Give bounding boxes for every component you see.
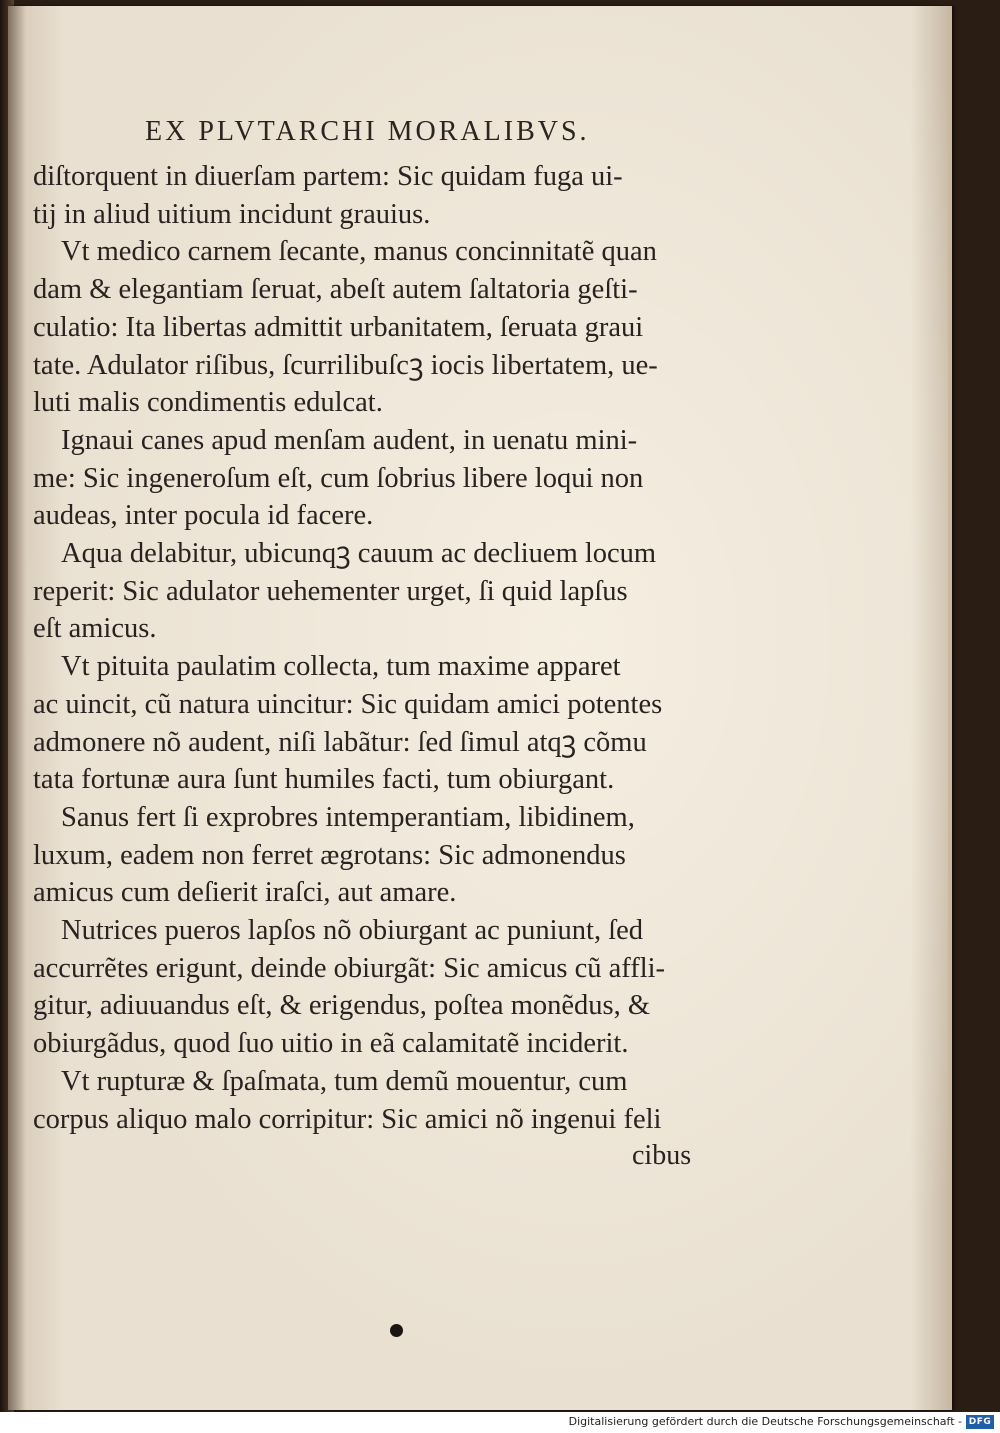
funding-notice: Digitalisierung gefördert durch die Deutsche Forschungsgemeinschaft - (568, 1415, 962, 1428)
spine-shadow (8, 6, 26, 1410)
text-line: Aqua delabitur, ubicunqꝫ cauum ac decliuem locum (61, 538, 657, 570)
dfg-logo-icon[interactable]: DFG (966, 1415, 994, 1429)
text-line: luxum, eadem non ferret ægrotans: Sic admonendus (33, 839, 626, 871)
text-line: corpus aliquo malo corripitur: Sic amici nõ ingenui feli (33, 1103, 662, 1135)
text-line: luti malis condimentis edulcat. (33, 387, 383, 419)
text-line: admonere nõ audent, niſi labãtur: ſed ſimul atqꝫ cõmu (33, 726, 647, 758)
text-line: tate. Adulator riſibus, ſcurrilibuſcꝫ iocis libertatem, ue- (33, 349, 658, 381)
footer-bar (0, 1412, 1000, 1433)
text-line: Nutrices pueros lapſos nõ obiurgant ac puniunt, ſed (61, 915, 644, 947)
text-line: me: Sic ingeneroſum eſt, cum ſobrius libere loqui non (33, 462, 644, 494)
text-line: Vt pituita paulatim collecta, tum maxime apparet (61, 651, 621, 683)
text-line: culatio: Ita libertas admittit urbanitatem, ſeruata graui (33, 311, 644, 343)
text-line: diſtorquent in diuerſam partem: Sic quidam fuga ui- (33, 161, 623, 192)
running-head: EX PLVTARCHI MORALIBVS. (145, 116, 590, 147)
text-line: amicus cum deſierit iraſci, aut amare. (33, 877, 457, 909)
text-line: audeas, inter pocula id facere. (33, 500, 374, 532)
text-line: tata fortunæ aura ſunt humiles facti, tum obiurgant. (33, 764, 615, 796)
text-line: reperit: Sic adulator uehementer urget, ſi quid lapſus (33, 575, 628, 607)
text-line: eſt amicus. (33, 613, 157, 645)
text-line: Ignaui canes apud menſam audent, in uenatu mini- (61, 424, 638, 456)
text-line: tij in aliud uitium incidunt grauius. (33, 198, 431, 230)
text-line: Vt medico carnem ſecante, manus concinnitatẽ quan (61, 236, 657, 268)
text-line: obiurgãdus, quod ſuo uitio in eã calamitatẽ inciderit. (33, 1028, 629, 1060)
catchword: cibus (632, 1140, 692, 1171)
text-line: accurrẽtes erigunt, deinde obiurgãt: Sic amicus cũ affli- (33, 952, 666, 984)
text-line: ac uincit, cũ natura uincitur: Sic quidam amici potentes (33, 688, 663, 720)
text-line: Sanus fert ſi exprobres intemperantiam, libidinem, (61, 801, 635, 833)
signature-mark (390, 1324, 403, 1337)
text-line: Vt rupturæ & ſpaſmata, tum demũ mouentur, cum (61, 1065, 628, 1097)
text-line: dam & elegantiam ſeruat, abeſt autem ſaltatoria geſti- (33, 274, 638, 306)
text-block (33, 158, 713, 1138)
text-line: gitur, adiuuandus eſt, & erigendus, poſtea monẽdus, & (33, 990, 651, 1022)
